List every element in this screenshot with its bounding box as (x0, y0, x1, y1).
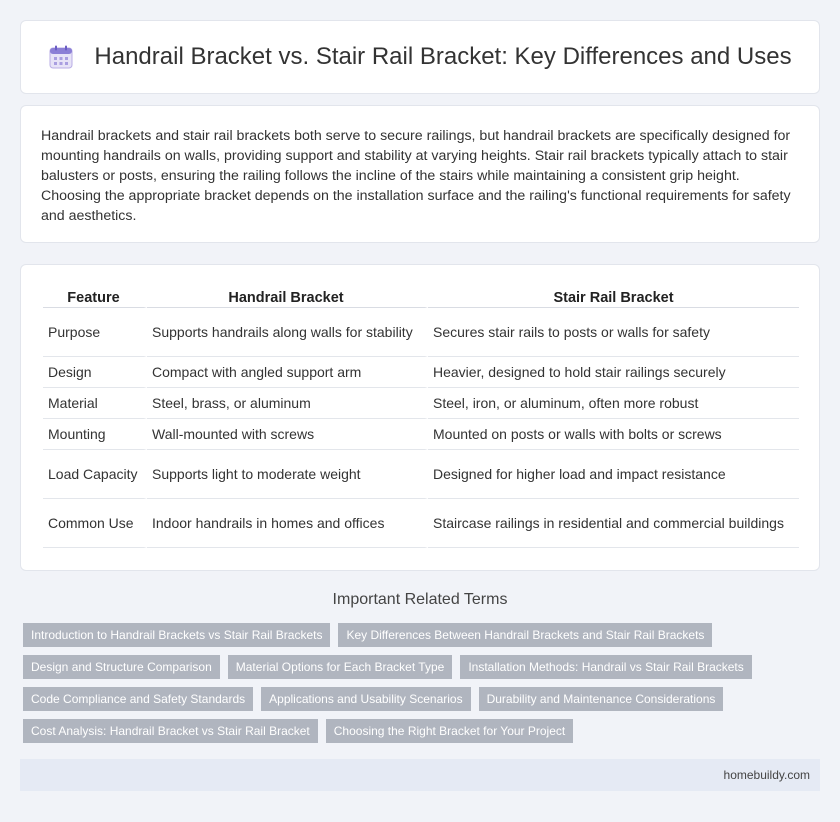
related-term-link[interactable]: Introduction to Handrail Brackets vs Stair Rail Brackets (23, 623, 330, 647)
table-cell: Material (43, 388, 147, 419)
table-cell: Mounted on posts or walls with bolts or screws (428, 419, 799, 450)
related-term-link[interactable]: Durability and Maintenance Considerations (479, 687, 724, 711)
table-cell: Heavier, designed to hold stair railings securely (428, 357, 799, 388)
related-term-link[interactable]: Applications and Usability Scenarios (261, 687, 470, 711)
title-card (20, 20, 820, 94)
intro-paragraph: Handrail brackets and stair rail brackets both serve to secure railings, but handrail brackets are specifically designed for mounting handrails on walls, providing support and stability at varying heights. Stair rail brackets typically attach to stair balusters or posts, ensuring the railing follows the incline of the stairs while maintaining a consistent grip height. Choosing the appropriate bracket depends on the installation surface and the railing's functional requirements for safety and aesthetics. (41, 128, 791, 224)
related-term-link[interactable]: Installation Methods: Handrail vs Stair Rail Brackets (460, 655, 751, 679)
related-term-link[interactable]: Cost Analysis: Handrail Bracket vs Stair Rail Bracket (23, 719, 318, 743)
table-header: Stair Rail Bracket (428, 286, 799, 308)
table-cell: Design (43, 357, 147, 388)
table-cell: Compact with angled support arm (147, 357, 428, 388)
table-cell: Supports light to moderate weight (147, 450, 428, 499)
calendar-icon (48, 44, 74, 70)
table-row (43, 450, 799, 499)
table-header: Handrail Bracket (147, 286, 428, 308)
table-row (43, 499, 799, 548)
table-cell: Common Use (43, 499, 147, 548)
comparison-table-card (20, 264, 820, 571)
footer (20, 759, 820, 791)
related-term-link[interactable]: Design and Structure Comparison (23, 655, 220, 679)
table-cell: Steel, brass, or aluminum (147, 388, 428, 419)
table-row (43, 419, 799, 450)
footer-site-link[interactable]: homebuildy.com (723, 768, 810, 782)
comparison-table (43, 286, 799, 548)
table-cell: Mounting (43, 419, 147, 450)
related-terms (23, 623, 823, 751)
table-row (43, 308, 799, 357)
table-cell: Staircase railings in residential and commercial buildings (428, 499, 799, 548)
page-title: Handrail Bracket vs. Stair Rail Bracket: Key Differences and Uses (94, 43, 792, 70)
table-cell: Designed for higher load and impact resistance (428, 450, 799, 499)
table-cell: Steel, iron, or aluminum, often more robust (428, 388, 799, 419)
related-term-link[interactable]: Key Differences Between Handrail Brackets and Stair Rail Brackets (338, 623, 712, 647)
related-term-link[interactable]: Choosing the Right Bracket for Your Project (326, 719, 573, 743)
related-term-link[interactable]: Code Compliance and Safety Standards (23, 687, 253, 711)
table-cell: Secures stair rails to posts or walls for safety (428, 308, 799, 357)
table-cell: Indoor handrails in homes and offices (147, 499, 428, 548)
table-cell: Wall-mounted with screws (147, 419, 428, 450)
table-header: Feature (43, 286, 147, 308)
intro-card (20, 105, 820, 243)
table-row (43, 357, 799, 388)
related-terms-heading: Important Related Terms (332, 591, 508, 608)
table-cell: Purpose (43, 308, 147, 357)
table-row (43, 388, 799, 419)
table-cell: Supports handrails along walls for stability (147, 308, 428, 357)
table-cell: Load Capacity (43, 450, 147, 499)
related-term-link[interactable]: Material Options for Each Bracket Type (228, 655, 453, 679)
